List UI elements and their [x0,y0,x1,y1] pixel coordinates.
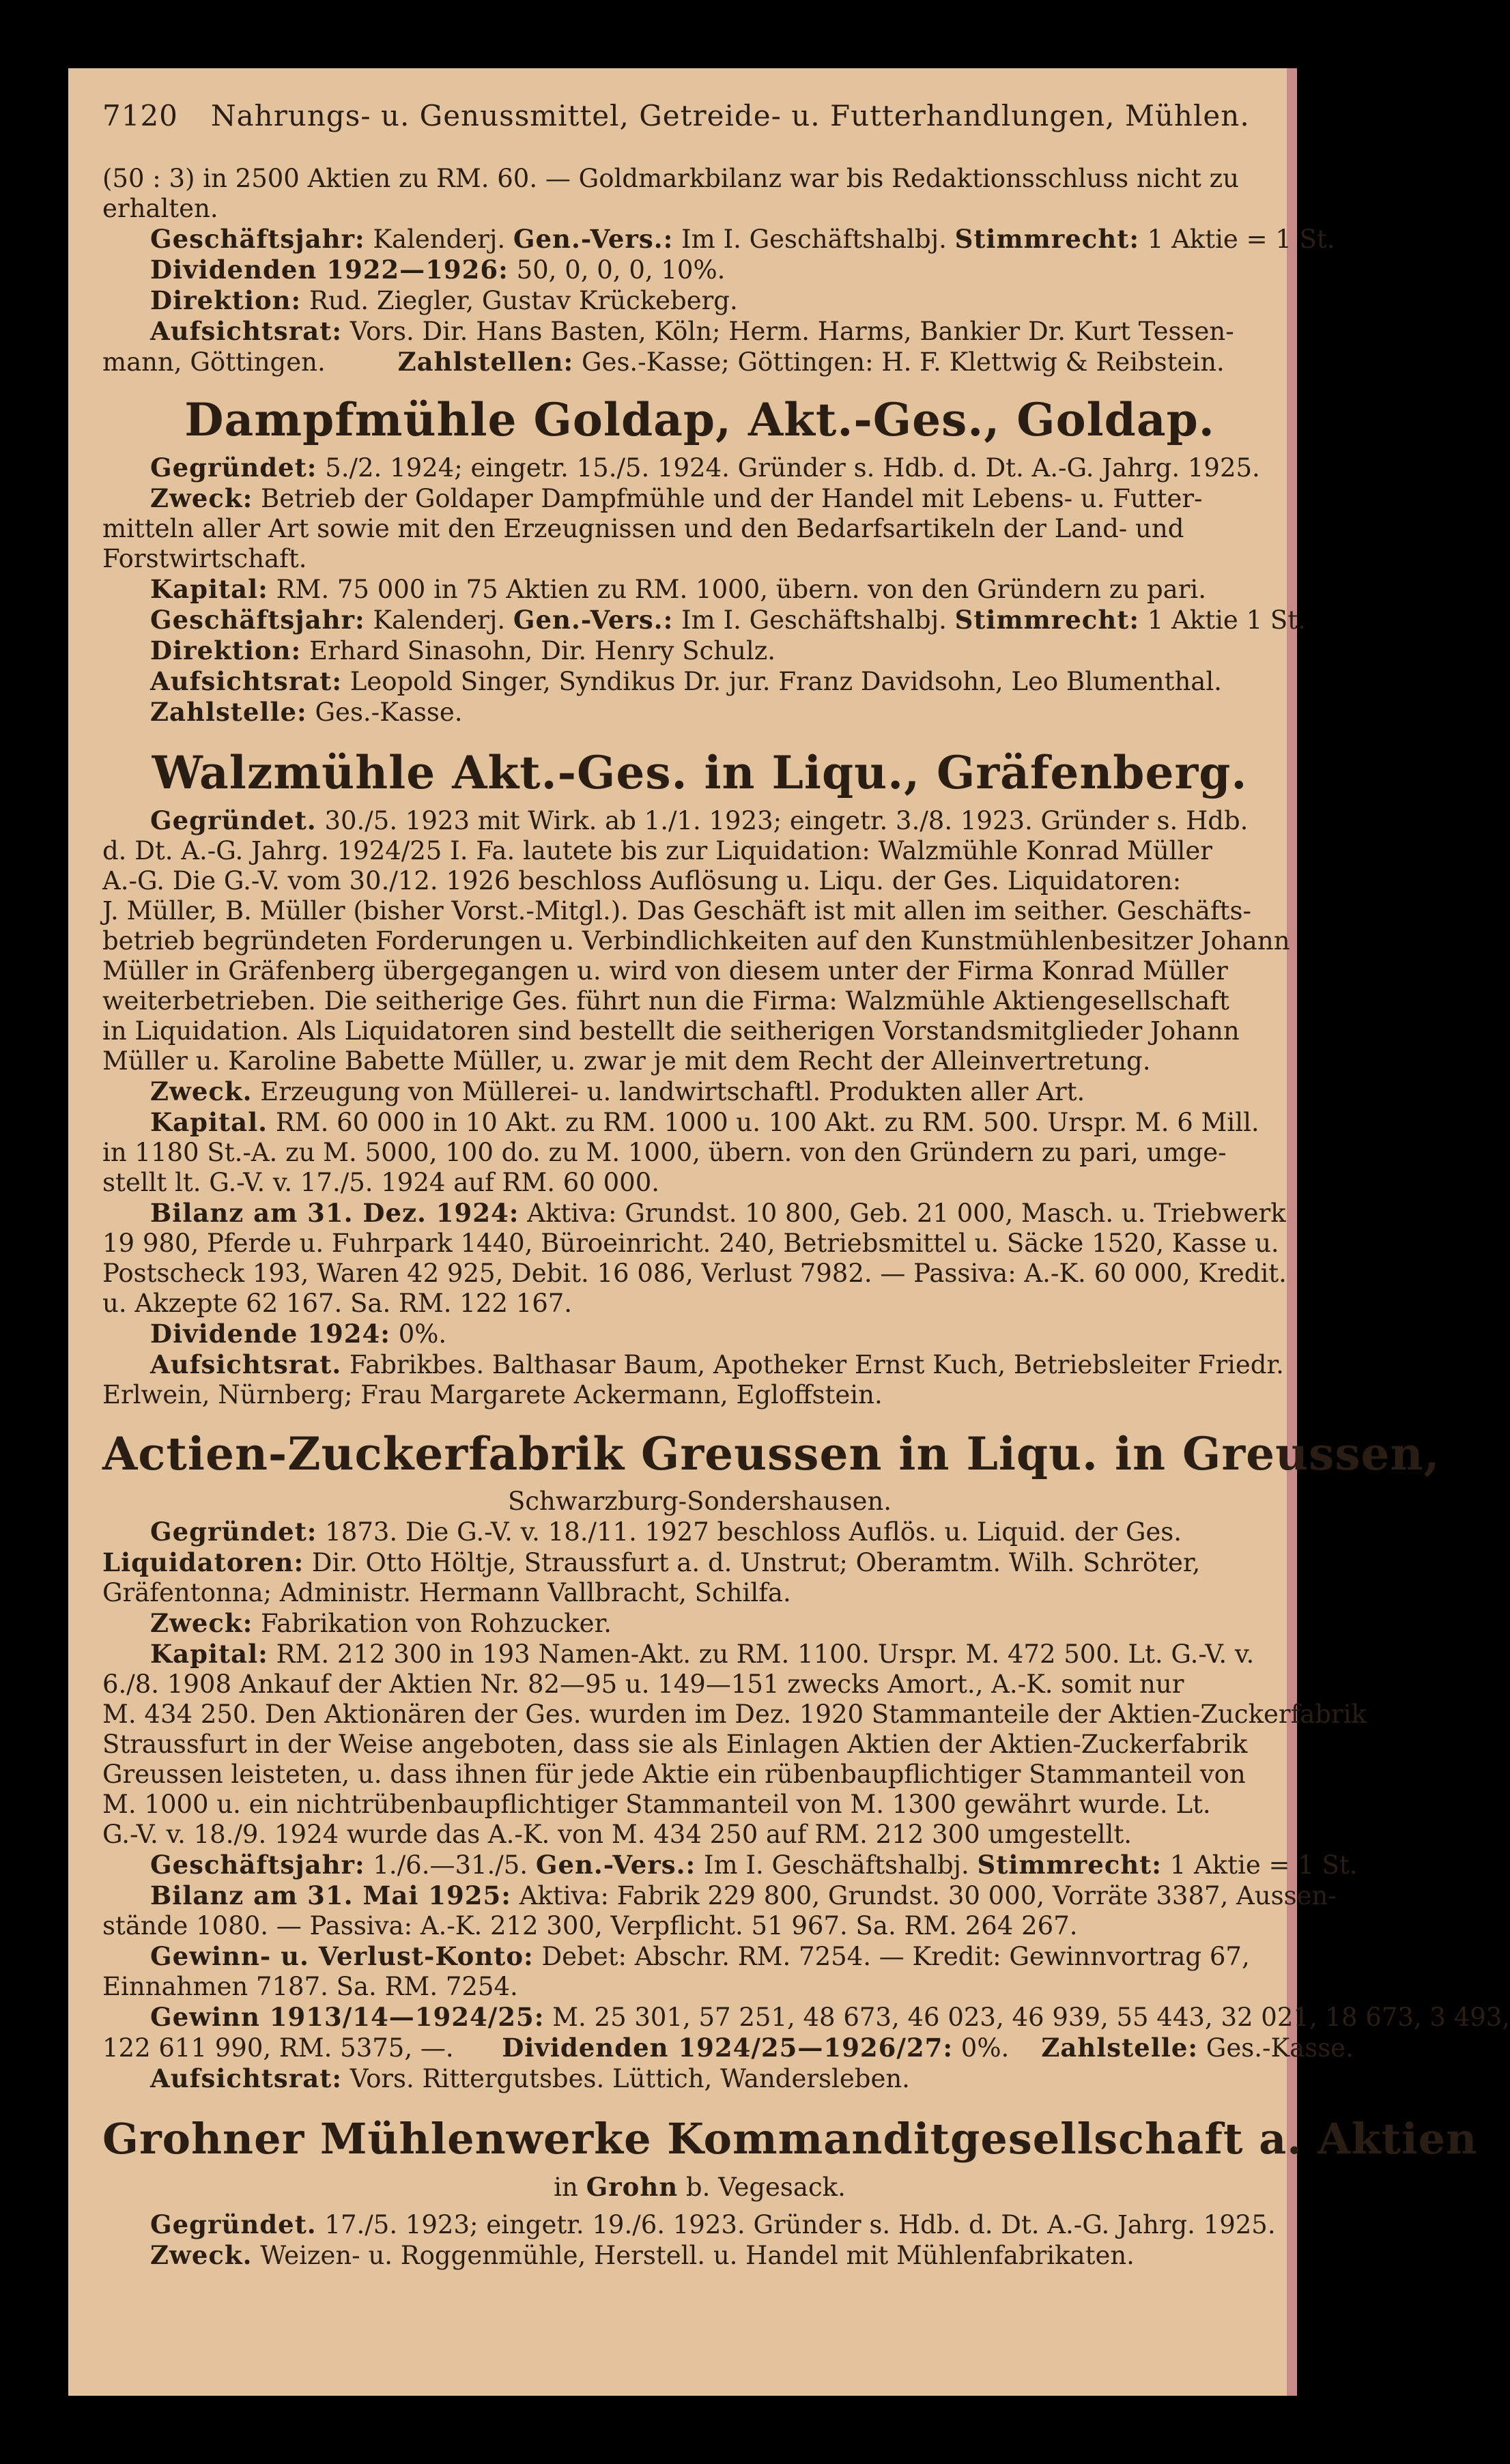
balance-line: u. Akzepte 62 167. Sa. RM. 122 167. [102,1289,573,1318]
entry-zuckerfabrik [102,1517,1510,2094]
board-line: Direktion: Erhard Sinasohn, Dir. Henry Schulz. [150,635,776,665]
capital-line: Kapital: RM. 212 300 in 193 Namen-Akt. zu RM. 1100. Urspr. M. 472 500. Lt. G.-V. v. [150,1639,1255,1669]
founded-line: Gegründet. 30./5. 1923 mit Wirk. ab 1./1. 1923; eingetr. 3./8. 1923. Gründer s. Hdb. [150,805,1249,835]
capital-line: stellt lt. G.-V. v. 17./5. 1924 auf RM. 60 000. [102,1168,660,1197]
text-line: d. Dt. A.-G. Jahrg. 1924/25 I. Fa. lautete bis zur Liquidation: Walzmühle Konrad Müller [102,836,1212,865]
intro-business-year: Geschäftsjahr: Kalenderj. Gen.-Vers.: Im I. Geschäftshalbj. Stimmrecht: 1 Aktie = 1 St. [150,224,1335,254]
intro-dividends: Dividenden 1922—1926: 50, 0, 0, 0, 10%. [150,255,726,285]
entry-walzmuehle [102,805,1297,1410]
entry-goldap [102,453,1306,728]
balance-line: stände 1080. — Passiva: A.-K. 212 300, Verpflicht. 51 967. Sa. RM. 264 267. [102,1911,1078,1940]
capital-line: Kapital. RM. 60 000 in 10 Akt. zu RM. 1000 u. 100 Akt. zu RM. 500. Urspr. M. 6 Mill. [150,1107,1259,1137]
intro-paying-agents: mann, Göttingen. Zahlstellen: Ges.-Kasse; Göttingen: H. F. Klettwig & Reibstein. [102,347,1225,377]
entry-title-walzmuehle: Walzmühle Akt.-Ges. in Liqu., Gräfenberg. [152,746,1248,799]
founded-line: Gegründet: 1873. Die G.-V. v. 18./11. 1927 beschloss Auflös. u. Liquid. der Ges. [150,1517,1182,1547]
intro-entry [102,164,1335,377]
balance-line: Postscheck 193, Waren 42 925, Debit. 16 086, Verlust 7982. — Passiva: A.-K. 60 000, Kredit. [102,1259,1287,1288]
capital-line: Kapital: RM. 75 000 in 75 Aktien zu RM. 1000, übern. von den Gründern zu pari. [150,574,1206,604]
running-title: Nahrungs- u. Genussmittel, Getreide- u. Futterhandlungen, Mühlen. [210,99,1250,132]
capital-line: in 1180 St.-A. zu M. 5000, 100 do. zu M. 1000, übern. von den Gründern zu pari, umge- [102,1138,1227,1167]
purpose-line: mitteln aller Art sowie mit den Erzeugnissen und den Bedarfsartikeln der Land- und [102,514,1184,543]
entry-subtitle: Schwarzburg-Sondershausen. [507,1487,892,1516]
text-line: A.-G. Die G.-V. vom 30./12. 1926 beschloss Auflösung u. Liqu. der Ges. Liquidatoren: [102,866,1182,896]
supervisory-line: Aufsichtsrat. Fabrikbes. Balthasar Baum, Apotheker Ernst Kuch, Betriebsleiter Friedr. [150,1349,1284,1379]
entry-subtitle: in Grohn b. Vegesack. [554,2172,846,2202]
supervisory-line: Aufsichtsrat: Vors. Rittergutsbes. Lüttich, Wandersleben. [150,2063,910,2093]
paying-agent-line: Zahlstelle: Ges.-Kasse. [150,697,463,727]
purpose-line: Zweck: Betrieb der Goldaper Dampfmühle und der Handel mit Lebens- u. Futter- [150,483,1203,513]
purpose-line: Zweck: Fabrikation von Rohzucker. [150,1608,612,1638]
supervisory-line: Aufsichtsrat: Leopold Singer, Syndikus Dr. jur. Franz Davidsohn, Leo Blumenthal. [150,666,1222,696]
entry-title-zuckerfabrik: Actien-Zuckerfabrik Greussen in Liqu. in Greussen, [102,1427,1440,1480]
balance-line: Bilanz am 31. Dez. 1924: Aktiva: Grundst. 10 800, Geb. 21 000, Masch. u. Triebwerk [150,1198,1286,1228]
entry-title-grohner: Grohner Mühlenwerke Kommanditgesellschaft a. Aktien [102,2114,1478,2164]
business-year-line: Geschäftsjahr: Kalenderj. Gen.-Vers.: Im I. Geschäftshalbj. Stimmrecht: 1 Aktie 1 St. [150,605,1306,635]
intro-board: Direktion: Rud. Ziegler, Gustav Krückeberg. [150,285,738,315]
capital-line: G.-V. v. 18./9. 1924 wurde das A.-K. von M. 434 250 auf RM. 212 300 umgestellt. [102,1820,1132,1849]
purpose-line: Zweck. Erzeugung von Müllerei- u. landwirtschaftl. Produkten aller Art. [150,1076,1085,1106]
purpose-line: Zweck. Weizen- u. Roggenmühle, Herstell. u. Handel mit Mühlenfabrikaten. [150,2240,1135,2270]
text-line: J. Müller, B. Müller (bisher Vorst.-Mitgl.). Das Geschäft ist mit allen im seither. Geschäfts- [102,896,1251,926]
page-number: 7120 [102,99,178,132]
text-line: Müller in Gräfenberg übergegangen u. wird von diesem unter der Firma Konrad Müller [102,956,1228,986]
text-line: betrieb begründeten Forderungen u. Verbindlichkeiten auf den Kunstmühlenbesitzer Johann [102,926,1290,956]
capital-line: M. 1000 u. ein nichtrübenbaupflichtiger Stammanteil von M. 1300 gewährt wurde. Lt. [102,1790,1211,1819]
entry-title-goldap: Dampfmühle Goldap, Akt.-Ges., Goldap. [184,393,1215,446]
balance-line: 19 980, Pferde u. Fuhrpark 1440, Büroeinricht. 240, Betriebsmittel u. Säcke 1520, Kasse u. [102,1229,1279,1258]
profit-history-line: Gewinn 1913/14—1924/25: M. 25 301, 57 251, 48 673, 46 023, 46 939, 55 443, 32 021, 18 673, 3 493, [150,2002,1510,2032]
capital-line: 6./8. 1908 Ankauf der Aktien Nr. 82—95 u. 149—151 zwecks Amort., A.-K. somit nur [102,1670,1184,1699]
liquidators-line: Gräfentonna; Administr. Hermann Vallbracht, Schilfa. [102,1578,791,1607]
capital-line: Greussen leisteten, u. dass ihnen für jede Aktie ein rübenbaupflichtiger Stammanteil von [102,1760,1246,1789]
document-page [102,96,1510,2271]
intro-line: erhalten. [102,194,218,223]
text-line: in Liquidation. Als Liquidatoren sind bestellt die seitherigen Vorstandsmitglieder Johann [102,1016,1240,1046]
purpose-line: Forstwirtschaft. [102,544,307,573]
founded-line: Gegründet. 17./5. 1923; eingetr. 19./6. 1923. Gründer s. Hdb. d. Dt. A.-G. Jahrg. 1925. [150,2209,1276,2239]
entry-grohner [102,2209,1297,2271]
intro-supervisory: Aufsichtsrat: Vors. Dir. Hans Basten, Köln; Herm. Harms, Bankier Dr. Kurt Tessen- [150,316,1234,346]
balance-line: Bilanz am 31. Mai 1925: Aktiva: Fabrik 229 800, Grundst. 30 000, Vorräte 3387, Aussen- [150,1880,1337,1910]
capital-line: Straussfurt in der Weise angeboten, dass sie als Einlagen Aktien der Aktien-Zuckerfabrik [102,1730,1248,1759]
dividend-line: 122 611 990, RM. 5375, —. Dividenden 1924/25—1926/27: 0%. Zahlstelle: Ges.-Kasse. [102,2033,1354,2063]
capital-line: M. 434 250. Den Aktionären der Ges. wurden im Dez. 1920 Stammanteile der Aktien-Zuckerfabrik [102,1700,1367,1729]
profit-loss-line: Einnahmen 7187. Sa. RM. 7254. [102,1972,518,2001]
liquidators-line: Liquidatoren: Dir. Otto Höltje, Straussfurt a. d. Unstrut; Oberamtm. Wilh. Schröter, [102,1547,1201,1577]
running-header [102,96,1297,137]
supervisory-line: Erlwein, Nürnberg; Frau Margarete Ackermann, Egloffstein. [102,1380,883,1409]
text-line: weiterbetrieben. Die seitherige Ges. führt nun die Firma: Walzmühle Aktiengesellschaft [102,986,1229,1016]
profit-loss-line: Gewinn- u. Verlust-Konto: Debet: Abschr. RM. 7254. — Kredit: Gewinnvortrag 67, [150,1941,1250,1971]
business-year-line: Geschäftsjahr: 1./6.—31./5. Gen.-Vers.: Im I. Geschäftshalbj. Stimmrecht: 1 Aktie = 1 St. [150,1850,1358,1880]
intro-line: (50 : 3) in 2500 Aktien zu RM. 60. — Goldmarkbilanz war bis Redaktionsschluss nicht zu [102,164,1239,193]
text-line: Müller u. Karoline Babette Müller, u. zwar je mit dem Recht der Alleinvertretung. [102,1046,1151,1076]
dividend-line: Dividende 1924: 0%. [150,1319,447,1349]
founded-line: Gegründet: 5./2. 1924; eingetr. 15./5. 1924. Gründer s. Hdb. d. Dt. A.-G. Jahrg. 1925. [150,453,1260,483]
